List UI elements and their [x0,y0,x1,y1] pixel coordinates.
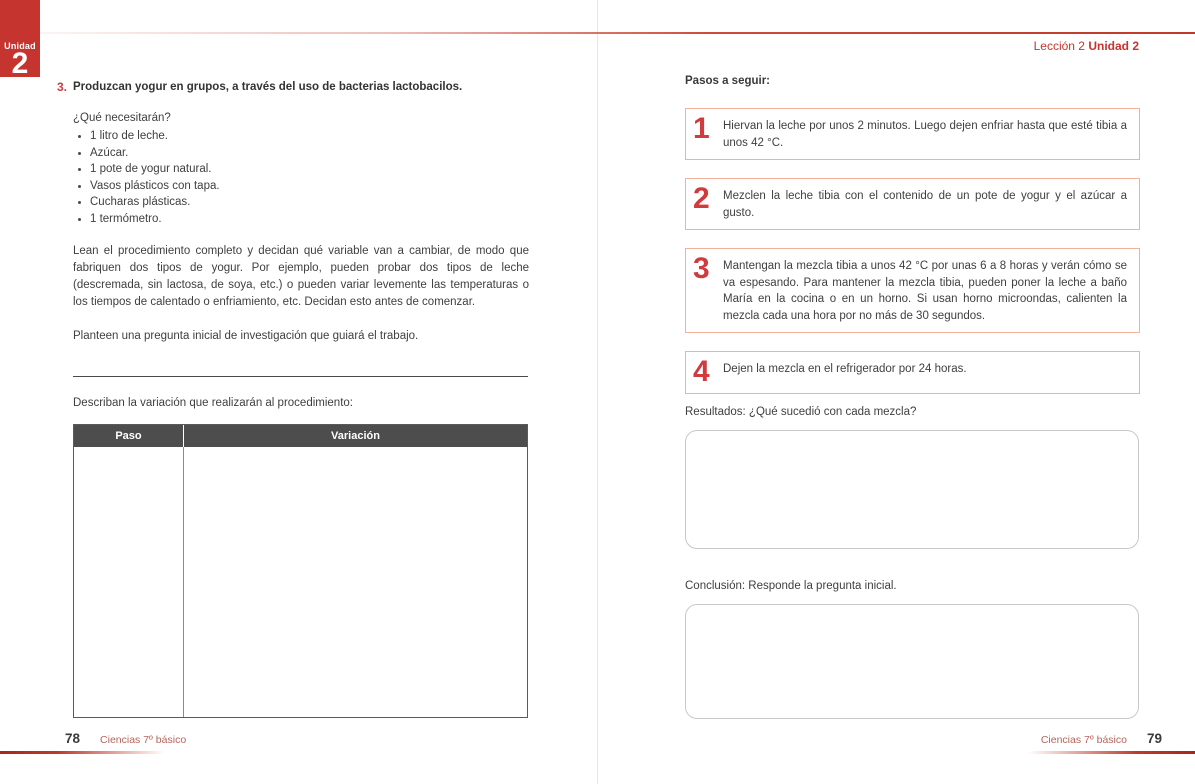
list-item-text: 1 litro de leche. [90,130,168,142]
step-text-3: Mantengan la mezcla tibia a unos 42 °C por unas 6 a 8 horas y verán cómo se va espesando. Para mantener la mezcla tibia, pueden poner la leche a baño María en la cocina o en un horno. Si usan horno microondas, calienten la mezcla cada una hora por no más de 30 segundos. [723,260,1127,322]
list-item [73,161,528,178]
footer-rule-right [1028,751,1195,754]
results-prompt: Resultados: ¿Qué sucedió con cada mezcla? [685,406,917,418]
variation-table-body-row [74,447,527,717]
list-item-text: 1 pote de yogur natural. [90,163,212,175]
step-text-4: Dejen la mezcla en el refrigerador por 24 horas. [723,363,967,375]
bullet-icon [78,201,81,204]
page-divider [597,0,598,784]
procedure-paragraph: Lean el procedimiento completo y decidan qué variable van a cambiar, de modo que fabriquen dos tipos de yogur. Por ejemplo, pueden probar dos tipos de leche (descremada, sin lactosa, de soya, etc.) o pueden variar levemente las temperaturas o los tiempos de calentado o enfriamiento, etc. Decidan esto antes de comenzar. [73,245,529,308]
list-item-text: Azúcar. [90,146,129,159]
lesson-header [1034,39,1139,53]
list-item-text: 1 termómetro. [90,212,162,225]
results-answer-box[interactable] [685,430,1139,549]
materials-list [73,110,528,227]
step-text-1: Hiervan la leche por unos 2 minutos. Luego dejen enfriar hasta que esté tibia a unos 42 °C. [723,120,1127,149]
step-box-4 [685,351,1140,394]
variation-table-header-row [74,425,527,447]
page-number-right: 79 [1146,731,1162,746]
footer-right [1041,731,1162,746]
initial-question-paragraph: Planteen una pregunta inicial de investigación que guiará el trabajo. [73,330,419,342]
list-item [73,194,528,211]
book-title-left: Ciencias 7º básico [100,734,187,746]
table-header-variacion: Variación [331,430,380,442]
lesson-label: Lección 2 [1033,39,1085,53]
unit-tab-number: 2 [11,46,29,80]
list-item [73,128,528,145]
activity-item-title: Produzcan yogur en grupos, a través del uso de bacterias lactobacilos. [73,81,463,93]
top-rule [40,32,1195,34]
lesson-unit-label: Unidad 2 [1088,39,1139,53]
bullet-icon [78,185,81,188]
step-number-4: 4 [693,355,710,388]
unit-tab [0,0,40,80]
table-header-paso: Paso [74,425,184,447]
variation-table [73,424,528,718]
bullet-icon [78,218,81,221]
bullet-icon [78,135,81,138]
step-number-1: 1 [693,112,710,145]
page-number-left: 78 [65,731,81,746]
list-item [73,145,528,162]
list-item-text: Vasos plásticos con tapa. [90,179,220,192]
steps-list [685,108,1140,412]
footer-rule-left [0,751,165,754]
table-cell-variacion-empty[interactable] [184,447,527,717]
footer-left [65,731,186,746]
book-title-right: Ciencias 7º básico [1040,734,1127,746]
bullet-icon [78,152,81,155]
materials-heading: ¿Qué necesitarán? [73,112,171,124]
list-item-text: Cucharas plásticas. [90,196,191,208]
unit-tab-label: Unidad [4,40,36,51]
step-box-2 [685,178,1140,230]
bullet-icon [78,168,81,171]
question-answer-line[interactable] [73,376,528,377]
steps-heading: Pasos a seguir: [685,75,771,87]
list-item [73,178,528,195]
step-number-3: 3 [693,252,710,285]
step-number-2: 2 [693,182,710,215]
activity-item-number: 3. [57,80,68,94]
step-box-1 [685,108,1140,160]
step-text-2: Mezclen la leche tibia con el contenido de un pote de yogur y el azúcar a gusto. [723,190,1127,219]
conclusion-prompt: Conclusión: Responde la pregunta inicial. [685,580,897,592]
activity-item-heading [57,79,528,95]
list-item [73,211,528,228]
variation-table-prompt: Describan la variación que realizarán al procedimiento: [73,397,353,409]
conclusion-answer-box[interactable] [685,604,1139,719]
table-cell-paso-empty[interactable] [74,447,184,717]
step-box-3 [685,248,1140,333]
